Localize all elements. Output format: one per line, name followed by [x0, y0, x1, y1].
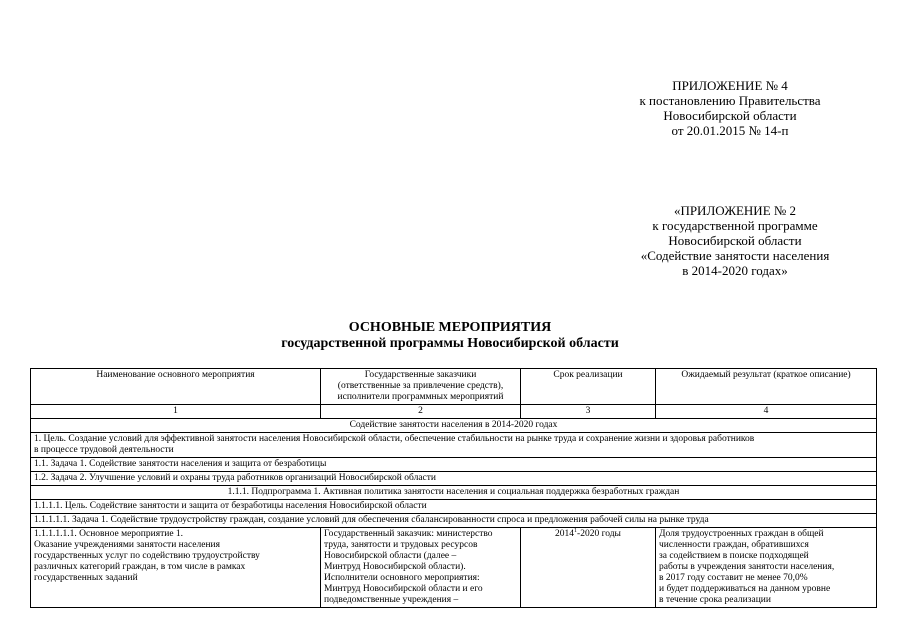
customer-line: Минтруд Новосибирской области и его	[324, 584, 483, 594]
period-footnote-mark: 1	[574, 527, 578, 534]
appendix-2-line-1: «ПРИЛОЖЕНИЕ № 2	[673, 203, 797, 218]
title-line-2: государственной программы Новосибирской области	[281, 336, 619, 351]
result-line: в течение срока реализации	[659, 595, 771, 605]
activities-table	[30, 368, 877, 608]
task-2-row: 1.2. Задача 2. Улучшение условий и охраны труда работников организаций Новосибирской области	[31, 472, 877, 486]
appendix-4-line-3: Новосибирской области	[663, 108, 797, 123]
table-row	[31, 500, 877, 514]
period-end: -2020 годы	[577, 529, 621, 539]
task-1-row: 1.1. Задача 1. Содействие занятости населения и защита от безработицы	[31, 458, 877, 472]
header-customers	[321, 369, 521, 405]
appendix-4-line-2: к постановлению Правительства	[639, 93, 821, 108]
customer-line: Новосибирской области (далее –	[324, 551, 457, 561]
subprogram-task-row: 1.1.1.1.1. Задача 1. Содействие трудоустройству граждан, создание условий для обеспечения сбалансированности спроса и предложения рабочей силы на рынке труда	[31, 514, 877, 528]
result-line: Доля трудоустроенных граждан в общей	[659, 529, 824, 539]
customer-line: подведомственные учреждения –	[324, 595, 459, 605]
result-line: за содействием в поиске подходящей	[659, 551, 809, 561]
main-activity-line: различных категорий граждан, в том числе в рамках	[34, 562, 246, 572]
result-line: работы в учреждения занятости населения,	[659, 562, 835, 572]
result-line: численности граждан, обратившихся	[659, 540, 809, 550]
goal-line-1: 1. Цель. Создание условий для эффективной занятости населения Новосибирской области, обеспечение стабильности на рынке труда и сохранение жизни и здоровья работников	[34, 434, 755, 444]
column-number-3: 3	[521, 405, 656, 419]
appendix-4-line-4: от 20.01.2015 № 14-п	[671, 123, 789, 138]
title-line-1: ОСНОВНЫЕ МЕРОПРИЯТИЯ	[348, 320, 552, 335]
result-line: в 2017 году составит не менее 70,0%	[659, 573, 808, 583]
goal-line-2: в процессе трудовой деятельности	[34, 445, 174, 455]
table-row	[31, 419, 877, 433]
main-activity-line: 1.1.1.1.1.1. Основное мероприятие 1.	[34, 529, 184, 539]
period-start: 2014	[555, 529, 575, 539]
table-row	[31, 528, 877, 608]
main-activity-line: государственных услуг по содействию трудоустройству	[34, 551, 260, 561]
customer-line: Исполнители основного мероприятия:	[324, 573, 480, 583]
header-activity-name: Наименование основного мероприятия	[31, 369, 321, 405]
main-activity-line: государственных заданий	[34, 573, 138, 583]
table-row	[31, 433, 877, 458]
table-row	[31, 486, 877, 500]
table-number-row	[31, 405, 877, 419]
table-row	[31, 472, 877, 486]
customer-line: Минтруд Новосибирской области).	[324, 562, 466, 572]
goal-row	[31, 433, 877, 458]
appendix-4-line-1: ПРИЛОЖЕНИЕ № 4	[672, 78, 788, 93]
table-row	[31, 514, 877, 528]
period-cell	[521, 528, 656, 608]
main-activity-line: Оказание учреждениями занятости населения	[34, 540, 221, 550]
result-cell	[656, 528, 877, 608]
table-row	[31, 458, 877, 472]
column-number-1: 1	[31, 405, 321, 419]
table-header-row	[31, 369, 877, 405]
subprogram-row: 1.1.1. Подпрограмма 1. Активная политика занятости населения и социальная поддержка безработных граждан	[31, 486, 877, 500]
header-customers-line-2: (ответственные за привлечение средств),	[337, 381, 504, 391]
column-number-2: 2	[321, 405, 521, 419]
appendix-2-line-5: в 2014-2020 годах»	[682, 263, 788, 278]
customer-line: Государственный заказчик: министерство	[324, 529, 493, 539]
header-customers-line-1: Государственные заказчики	[364, 370, 477, 380]
main-activity-cell	[31, 528, 321, 608]
header-customers-line-3: исполнители программных мероприятий	[337, 392, 504, 402]
header-period: Срок реализации	[521, 369, 656, 405]
result-line: и будет поддерживаться на данном уровне	[659, 584, 831, 594]
appendix-2-header	[610, 203, 860, 278]
header-result: Ожидаемый результат (краткое описание)	[656, 369, 877, 405]
appendix-4-header	[610, 78, 850, 138]
subprogram-goal-row: 1.1.1.1. Цель. Содействие занятости и защита от безработицы населения Новосибирской области	[31, 500, 877, 514]
customer-line: труда, занятости и трудовых ресурсов	[324, 540, 478, 550]
document-title	[150, 320, 750, 352]
appendix-2-line-2: к государственной программе	[652, 218, 818, 233]
appendix-2-line-3: Новосибирской области	[668, 233, 802, 248]
column-number-4: 4	[656, 405, 877, 419]
customer-cell	[321, 528, 521, 608]
appendix-2-line-4: «Содействие занятости населения	[640, 248, 830, 263]
program-title-row: Содействие занятости населения в 2014-2020 годах	[31, 419, 877, 433]
